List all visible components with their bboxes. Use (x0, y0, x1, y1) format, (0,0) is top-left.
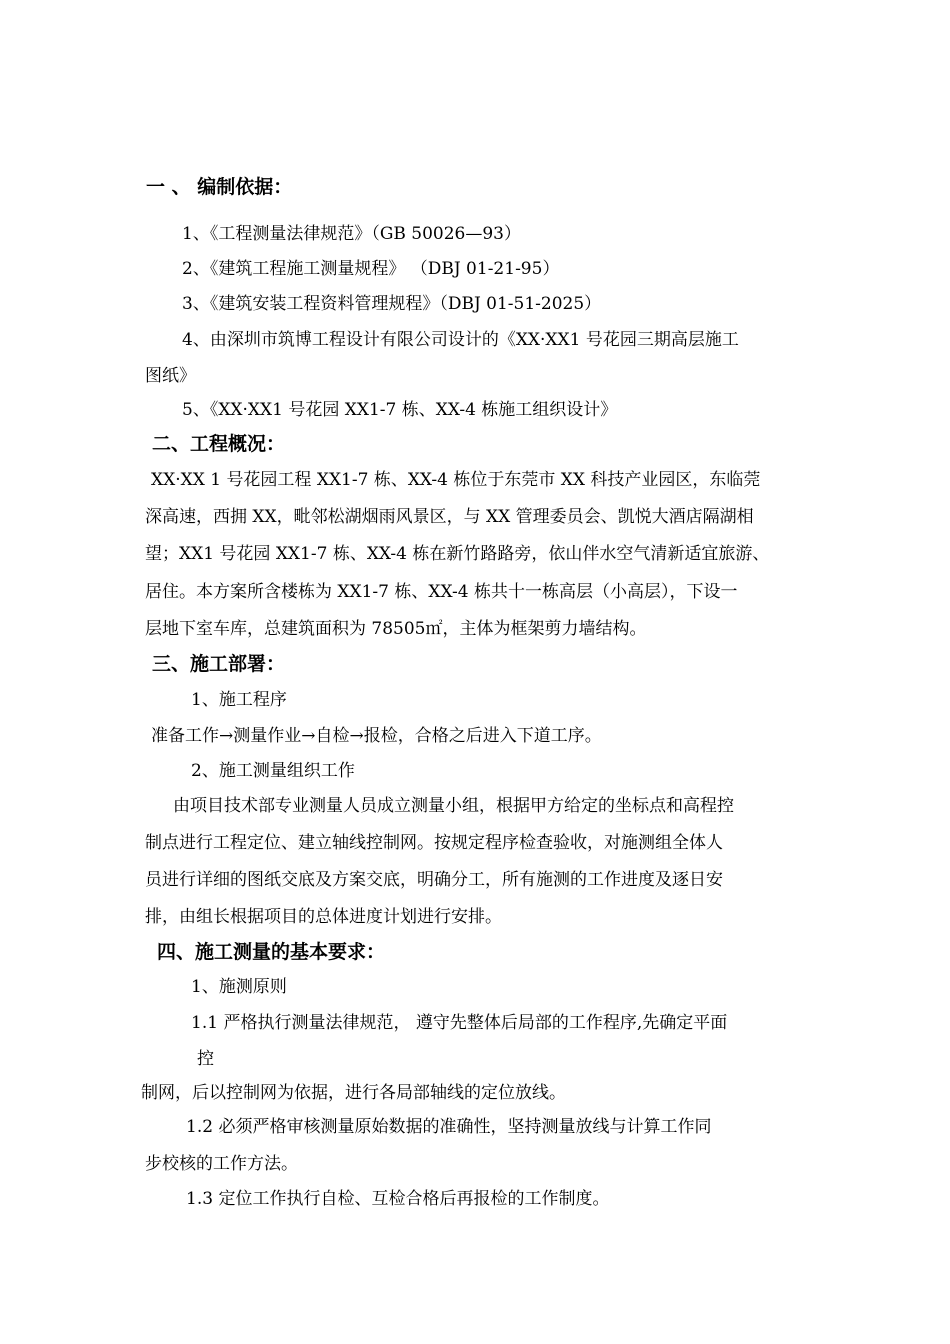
principle-1-2: 1.2 必须严格审核测量原始数据的准确性，坚持测量放线与计算工作同 (186, 1117, 712, 1137)
principle-1-1-wrap: 控 (197, 1049, 214, 1069)
organization-subheading: 2、施工测量组织工作 (191, 761, 355, 781)
basis-item-5: 5、《XX·XX1 号花园 XX1-7 栋、XX-4 栋施工组织设计》 (182, 400, 618, 420)
principle-1-1: 1.1 严格执行测量法律规范， 遵守先整体后局部的工作程序,先确定平面 (191, 1013, 728, 1033)
section-3-heading: 三、施工部署： (152, 653, 286, 675)
basis-item-1: 1、《工程测量法律规范》（GB 50026—93） (182, 224, 522, 244)
organization-line-3: 员进行详细的图纸交底及方案交底，明确分工，所有施测的工作进度及逐日安 (145, 870, 723, 890)
principle-1-3: 1.3 定位工作执行自检、互检合格后再报检的工作制度。 (186, 1189, 610, 1209)
basis-item-3: 3、《建筑安装工程资料管理规程》（DBJ 01-51-2025） (182, 294, 602, 314)
procedure-text: 准备工作→测量作业→自检→报检，合格之后进入下道工序。 (151, 726, 602, 746)
organization-line-2: 制点进行工程定位、建立轴线控制网。按规定程序检查验收，对施测组全体人 (145, 833, 723, 853)
overview-line-1: XX·XX 1 号花园工程 XX1-7 栋、XX-4 栋位于东莞市 XX 科技产业园区，东临莞 (151, 470, 761, 490)
section-4-heading: 四、施工测量的基本要求： (157, 941, 386, 963)
section-1-heading: 一 、 编制依据： (146, 176, 293, 198)
section-2-heading: 二、工程概况： (152, 433, 286, 455)
organization-line-1: 由项目技术部专业测量人员成立测量小组，根据甲方给定的坐标点和高程控 (173, 796, 734, 816)
overview-line-4: 居住。本方案所含楼栋为 XX1-7 栋、XX-4 栋共十一栋高层（小高层），下设一 (145, 582, 738, 602)
basis-item-2: 2、《建筑工程施工测量规程》 （DBJ 01-21-95） (182, 259, 560, 279)
principle-subheading: 1、施测原则 (191, 977, 287, 997)
overview-line-2: 深高速，西拥 XX，毗邻松湖烟雨风景区，与 XX 管理委员会、凯悦大酒店隔湖相 (145, 507, 754, 527)
overview-line-3: 望；XX1 号花园 XX1-7 栋、XX-4 栋在新竹路路旁，依山伴水空气清新适宜旅游、 (145, 544, 770, 564)
principle-1-1-cont: 制网，后以控制网为依据，进行各局部轴线的定位放线。 (141, 1083, 566, 1103)
procedure-subheading: 1、施工程序 (191, 690, 287, 710)
principle-1-2-cont: 步校核的工作方法。 (145, 1154, 298, 1174)
basis-item-4-cont: 图纸》 (145, 366, 196, 386)
basis-item-4: 4、由深圳市筑博工程设计有限公司设计的《XX·XX1 号花园三期高层施工 (182, 330, 739, 350)
overview-line-5: 层地下室车库，总建筑面积为 78505㎡，主体为框架剪力墙结构。 (145, 619, 647, 639)
organization-line-4: 排，由组长根据项目的总体进度计划进行安排。 (145, 907, 502, 927)
